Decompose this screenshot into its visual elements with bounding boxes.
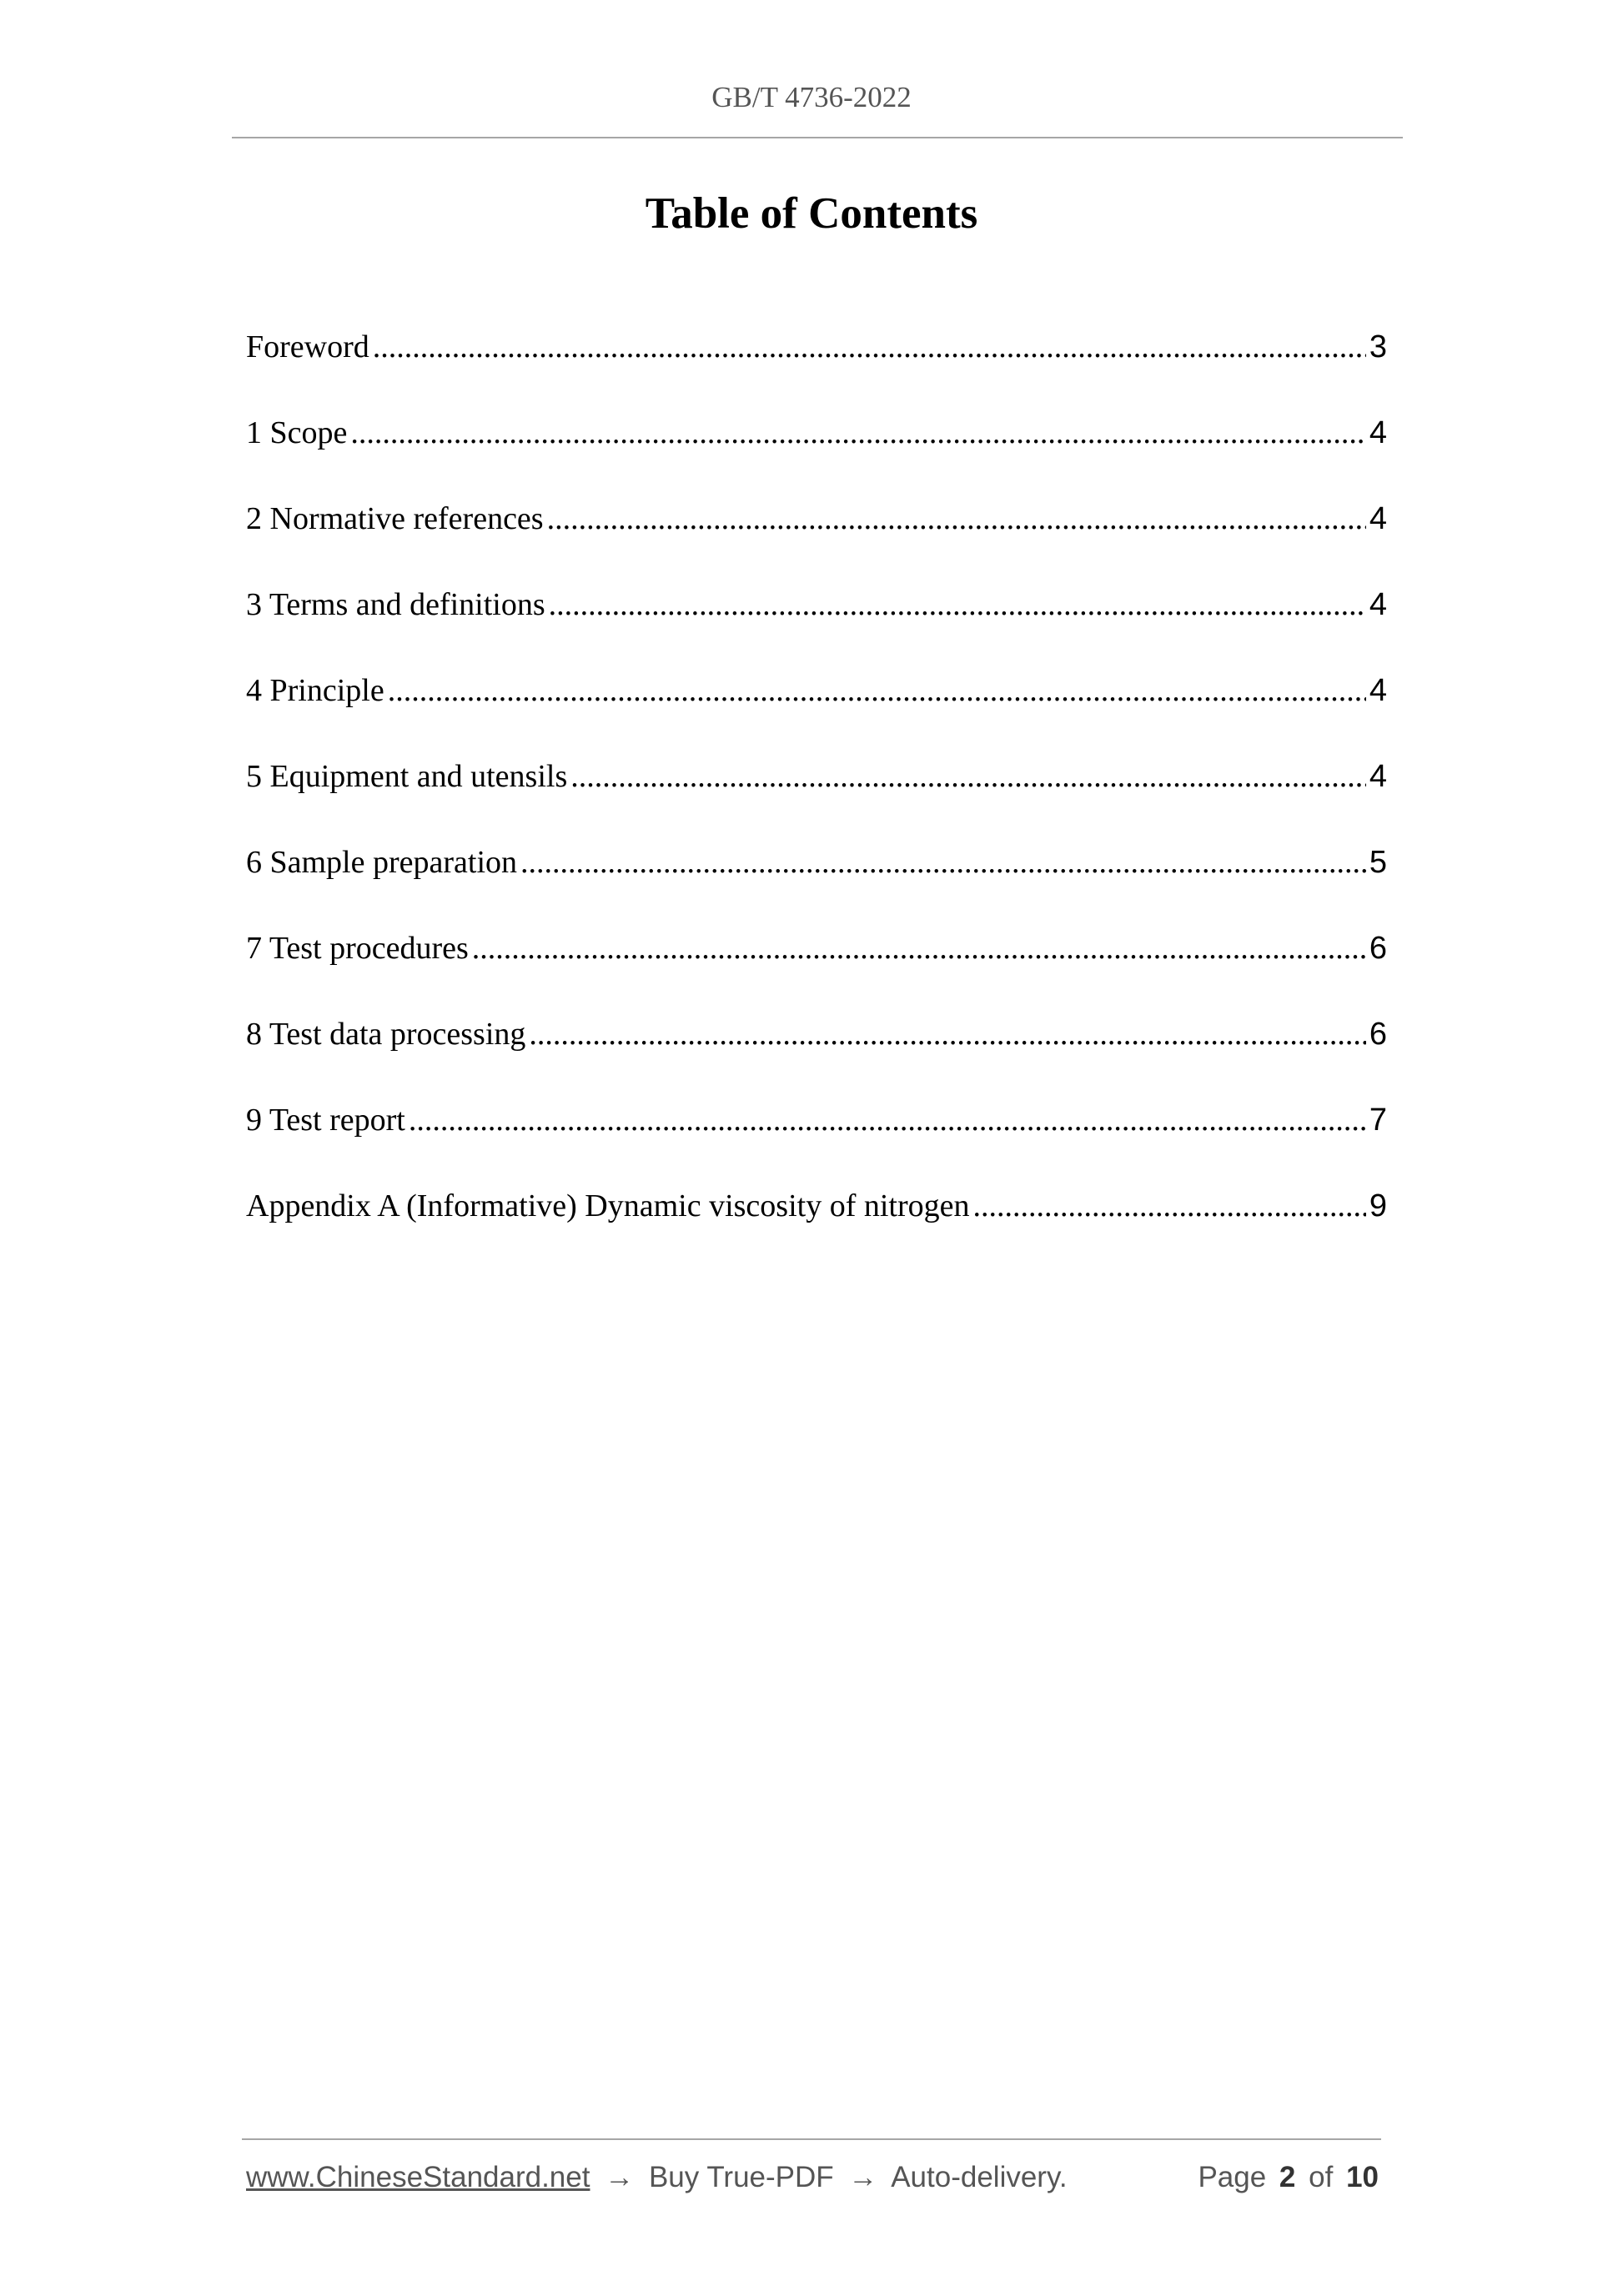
toc-entry-equipment-and-utensils[interactable] xyxy=(246,752,1387,838)
toc-entry-page: 7 xyxy=(1369,1103,1387,1138)
toc-list xyxy=(246,323,1387,1268)
toc-entry-test-report[interactable] xyxy=(246,1096,1387,1182)
page-header-doc-code: GB/T 4736-2022 xyxy=(711,81,912,113)
toc-entry-page: 4 xyxy=(1369,587,1387,622)
total-pages-number: 10 xyxy=(1346,2161,1379,2193)
toc-dot-leader xyxy=(409,1096,1366,1144)
toc-entry-label: 7 Test procedures xyxy=(246,931,469,966)
toc-entry-label: 3 Terms and definitions xyxy=(246,587,545,622)
toc-entry-page: 6 xyxy=(1369,1017,1387,1052)
buy-text: Buy True-PDF xyxy=(648,2161,834,2193)
toc-dot-leader xyxy=(570,752,1366,801)
toc-entry-terms-and-definitions[interactable] xyxy=(246,580,1387,666)
toc-dot-leader xyxy=(350,409,1365,457)
toc-entry-label: 2 Normative references xyxy=(246,501,544,536)
toc-title: Table of Contents xyxy=(645,189,978,238)
toc-entry-label: 5 Equipment and utensils xyxy=(246,759,568,794)
toc-entry-appendix-a[interactable] xyxy=(246,1182,1387,1268)
toc-entry-page: 5 xyxy=(1369,845,1387,880)
page-counter xyxy=(1193,2161,1379,2194)
toc-dot-leader xyxy=(529,1010,1365,1058)
toc-entry-label: 1 Scope xyxy=(246,415,348,450)
page-footer xyxy=(246,2161,1379,2194)
site-link[interactable]: www.ChineseStandard.net xyxy=(246,2161,590,2193)
toc-entry-page: 4 xyxy=(1369,415,1387,450)
toc-entry-page: 6 xyxy=(1369,931,1387,966)
header-divider xyxy=(232,137,1403,138)
page-word: Page xyxy=(1198,2161,1267,2193)
footer-promo xyxy=(246,2161,1068,2194)
toc-entry-page: 9 xyxy=(1369,1188,1387,1223)
toc-dot-leader xyxy=(388,666,1366,715)
toc-dot-leader xyxy=(472,924,1366,972)
toc-entry-test-data-processing[interactable] xyxy=(246,1010,1387,1096)
toc-dot-leader xyxy=(549,580,1366,629)
arrow-right-icon: → xyxy=(605,2161,635,2193)
of-word: of xyxy=(1309,2161,1334,2193)
delivery-text: Auto-delivery. xyxy=(891,2161,1068,2193)
current-page-number: 2 xyxy=(1279,2161,1296,2193)
toc-entry-page: 4 xyxy=(1369,759,1387,794)
toc-entry-foreword[interactable] xyxy=(246,323,1387,409)
toc-entry-label: Foreword xyxy=(246,329,369,364)
toc-entry-page: 4 xyxy=(1369,501,1387,536)
toc-dot-leader xyxy=(547,495,1366,543)
toc-entry-label: Appendix A (Informative) Dynamic viscosity of nitrogen xyxy=(246,1188,970,1223)
toc-entry-scope[interactable] xyxy=(246,409,1387,495)
toc-entry-normative-references[interactable] xyxy=(246,495,1387,580)
toc-entry-label: 8 Test data processing xyxy=(246,1017,526,1052)
toc-entry-page: 4 xyxy=(1369,673,1387,708)
toc-entry-label: 9 Test report xyxy=(246,1103,405,1138)
toc-dot-leader xyxy=(373,323,1366,371)
toc-entry-principle[interactable] xyxy=(246,666,1387,752)
toc-dot-leader xyxy=(973,1182,1366,1230)
toc-entry-sample-preparation[interactable] xyxy=(246,838,1387,924)
toc-entry-label: 6 Sample preparation xyxy=(246,845,518,880)
toc-entry-label: 4 Principle xyxy=(246,673,384,708)
toc-entry-test-procedures[interactable] xyxy=(246,924,1387,1010)
footer-divider xyxy=(242,2138,1381,2140)
toc-entry-page: 3 xyxy=(1369,329,1387,364)
toc-dot-leader xyxy=(520,838,1366,887)
arrow-right-icon: → xyxy=(848,2161,878,2193)
